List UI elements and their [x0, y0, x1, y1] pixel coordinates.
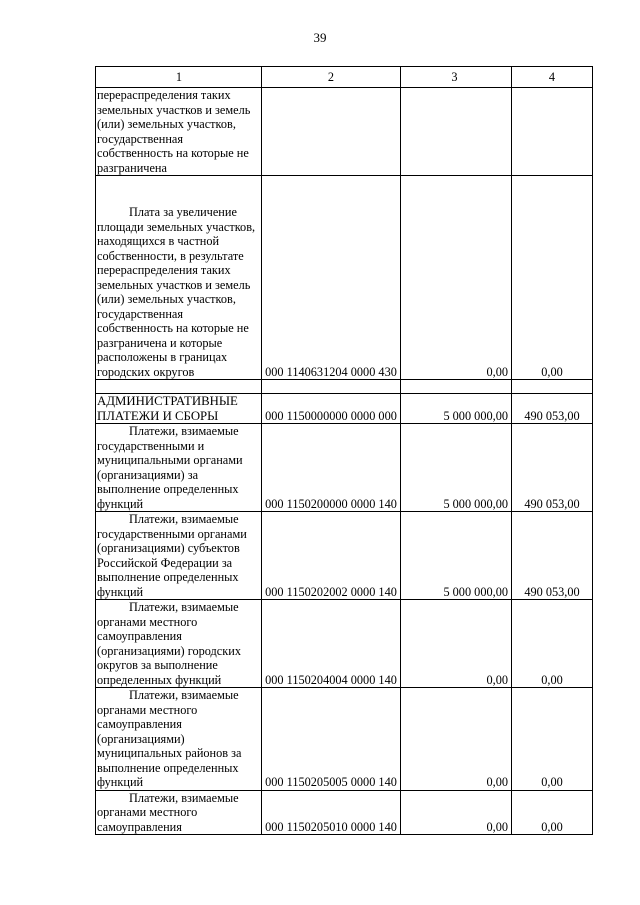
- row-plan: 0,00: [401, 688, 512, 791]
- row-description: [96, 176, 262, 380]
- row-fact: 0,00: [512, 176, 593, 380]
- row-code: 000 1150205010 0000 140: [262, 790, 401, 835]
- table-row: [96, 688, 593, 791]
- table-row: [96, 424, 593, 512]
- table-header-row: [96, 67, 593, 88]
- row-description: [96, 394, 262, 424]
- row-code: 000 1150000000 0000 000: [262, 394, 401, 424]
- spacer-row: [96, 380, 593, 394]
- row-fact: 0,00: [512, 790, 593, 835]
- row-code: 000 1150204004 0000 140: [262, 600, 401, 688]
- row-plan: 0,00: [401, 176, 512, 380]
- row-description: [96, 88, 262, 176]
- description-text: Платежи, взимаемые государственными и муниципальными органами (организациями) за выполнение определенных функций: [97, 424, 243, 511]
- row-plan: 0,00: [401, 600, 512, 688]
- spacer-cell: [401, 380, 512, 394]
- table-row: [96, 512, 593, 600]
- spacer-cell: [512, 380, 593, 394]
- description-text: Платежи, взимаемые органами местного самоуправления: [97, 790, 239, 834]
- row-description: [96, 512, 262, 600]
- row-code: 000 1140631204 0000 430: [262, 176, 401, 380]
- table-row: [96, 394, 593, 424]
- row-plan: [401, 88, 512, 176]
- row-plan: 5 000 000,00: [401, 424, 512, 512]
- row-fact: 490 053,00: [512, 394, 593, 424]
- row-description: [96, 424, 262, 512]
- row-code: 000 1150205005 0000 140: [262, 688, 401, 791]
- description-text: Платежи, взимаемые органами местного самоуправления (организациями) городских округов за выполнение определенных функций: [97, 600, 241, 687]
- row-code: 000 1150200000 0000 140: [262, 424, 401, 512]
- header-col-3: 3: [401, 67, 512, 88]
- header-col-1: 1: [96, 67, 262, 88]
- row-plan: 0,00: [401, 790, 512, 835]
- row-fact: [512, 88, 593, 176]
- header-col-4: 4: [512, 67, 593, 88]
- row-fact: 0,00: [512, 688, 593, 791]
- row-plan: 5 000 000,00: [401, 512, 512, 600]
- description-text: Платежи, взимаемые органами местного самоуправления (организациями) муниципальных районов за выполнение определенных функций: [97, 688, 242, 789]
- row-description: [96, 790, 262, 835]
- row-description: [96, 600, 262, 688]
- description-text: Плата за увеличение площади земельных участков, находящихся в частной собственности, в результате перераспределения таких земельных участков и земель (или) земельных участков, государственная собственность на которые не разграничена и которые расположены в границах городских округов: [97, 205, 256, 379]
- row-description: [96, 688, 262, 791]
- description-text: перераспределения таких земельных участков и земель (или) земельных участков, государственная собственность на которые не разграничена: [97, 88, 251, 175]
- description-text: АДМИНИСТРАТИВНЫЕ ПЛАТЕЖИ И СБОРЫ: [97, 394, 238, 423]
- spacer-cell: [262, 380, 401, 394]
- description-text: Платежи, взимаемые государственными органами (организациями) субъектов Российской Федерации за выполнение определенных функций: [97, 512, 247, 599]
- row-fact: 490 053,00: [512, 512, 593, 600]
- row-fact: 0,00: [512, 600, 593, 688]
- row-plan: 5 000 000,00: [401, 394, 512, 424]
- table-row: [96, 88, 593, 176]
- header-col-2: 2: [262, 67, 401, 88]
- table-row: [96, 600, 593, 688]
- row-code: [262, 88, 401, 176]
- table-row: [96, 176, 593, 380]
- row-code: 000 1150202002 0000 140: [262, 512, 401, 600]
- budget-table: [95, 66, 593, 835]
- spacer-cell: [96, 380, 262, 394]
- row-fact: 490 053,00: [512, 424, 593, 512]
- page-number: 39: [313, 30, 327, 45]
- table-row: [96, 790, 593, 835]
